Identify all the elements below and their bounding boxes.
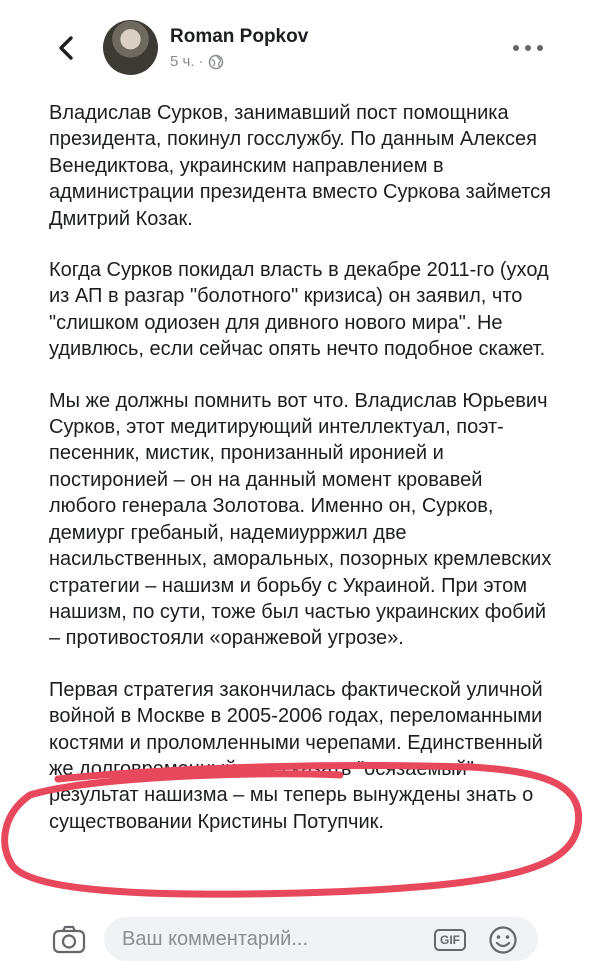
post-paragraph: Владислав Сурков, занимавший пост помощника президента, покинул госслужбу. По данным Алексея Венедиктова, украинским направлением в администрации президента вместо Суркова займется Дмитрий Козак. [49,102,551,230]
emoji-button[interactable] [488,925,518,955]
avatar[interactable] [103,20,158,75]
comment-bar [0,915,589,963]
post-header [0,0,589,95]
camera-icon [52,925,86,955]
post-body [49,100,554,860]
chevron-left-icon [57,35,75,61]
author-name[interactable]: Roman Popkov [170,26,309,47]
camera-button[interactable] [52,925,86,955]
smiley-icon [488,925,518,955]
meta-separator: · [198,53,204,70]
post-meta [170,53,224,70]
more-horizontal-icon [513,45,519,51]
globe-icon [208,54,224,70]
gif-button[interactable]: GIF [434,929,466,951]
back-button[interactable] [52,34,80,62]
more-options-button[interactable] [513,40,543,56]
comment-input[interactable] [104,917,538,961]
post-time[interactable]: 5 ч. [170,53,195,70]
post-paragraph: Первая стратегия закончилась фактической уличной войной в Москве в 2005-2006 годах, переломанными костями и проломленными черепами. Единственный же долговременный, так сказать "осязаемый" результат нашизма – мы теперь вынуждены знать о существовании Кристины Потупчик. [49,678,543,833]
post-paragraph: Когда Сурков покидал власть в декабре 2011-го (уход из АП в разгар "болотного" кризиса) он заявил, что "слишком одиозен для дивного нового мира". Не удивлюсь, если сейчас опять нечто подобное скажет. [49,259,549,361]
post-paragraph: Мы же должны помнить вот что. Владислав Юрьевич Сурков, этот медитирующий интеллектуал, поэт-песенник, мистик, пронизанный иронией и постиронией – он на данный момент кровавей любого генерала Золотова. Именно он, Сурков, демиург гребаный, надемиурржил две насильственных, аморальных, позорных кремлевских стратегии – нашизм и борьбу с Украиной. При этом нашизм, по сути, тоже был частью украинских фобий – противостояли «оранжевой угрозе». [49,389,552,650]
